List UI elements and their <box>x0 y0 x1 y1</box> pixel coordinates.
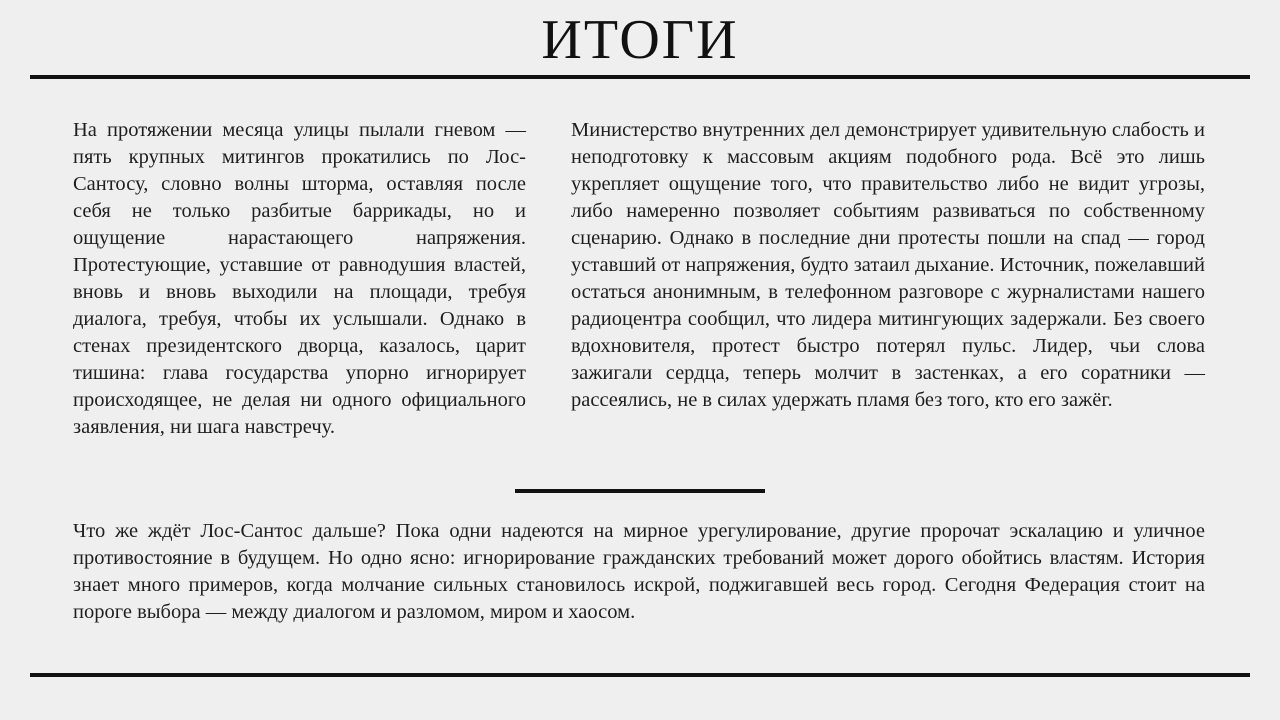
article-left-column: На протяжении месяца улицы пылали гневом — пять крупных митингов прокатились по Лос-Сантосу, словно волны шторма, оставляя после себя не только разбитые баррикады, но и ощущение нарастающего напряжения. Протестующие, уставшие от равнодушия властей, вновь и вновь выходили на площади, требуя диалога, требуя, чтобы их услышали. Однако в стенах президентского дворца, казалось, царит тишина: глава государства упорно игнорирует происходящее, не делая ни одного официального заявления, ни шага навстречу. <box>73 119 526 438</box>
article-conclusion: Что же ждёт Лос-Сантос дальше? Пока одни надеются на мирное урегулирование, другие пророчат эскалацию и уличное противостояние в будущем. Но одно ясно: игнорирование гражданских требований может дорого обойтись властям. История знает много примеров, когда молчание сильных становилось искрой, поджигавшей весь город. Сегодня Федерация стоит на пороге выбора — между диалогом и разломом, миром и хаосом. <box>73 520 1205 623</box>
top-divider <box>30 75 1250 79</box>
page-title: ИТОГИ <box>541 9 739 71</box>
section-divider <box>515 489 765 493</box>
bottom-divider <box>30 673 1250 677</box>
article-right-column: Министерство внутренних дел демонстрирует удивительную слабость и неподготовку к массовым акциям подобного рода. Всё это лишь укрепляет ощущение того, что правительство либо не видит угрозы, либо намеренно позволяет событиям развиваться по собственному сценарию. Однако в последние дни протесты пошли на спад — город уставший от напряжения, будто затаил дыхание. Источник, пожелавший остаться анонимным, в телефонном разговоре с журналистами нашего радиоцентра сообщил, что лидера митингующих задержали. Без своего вдохновителя, протест быстро потерял пульс. Лидер, чьи слова зажигали сердца, теперь молчит в застенках, а его соратники — рассеялись, не в силах удержать пламя без того, кто его зажёг. <box>571 119 1205 411</box>
